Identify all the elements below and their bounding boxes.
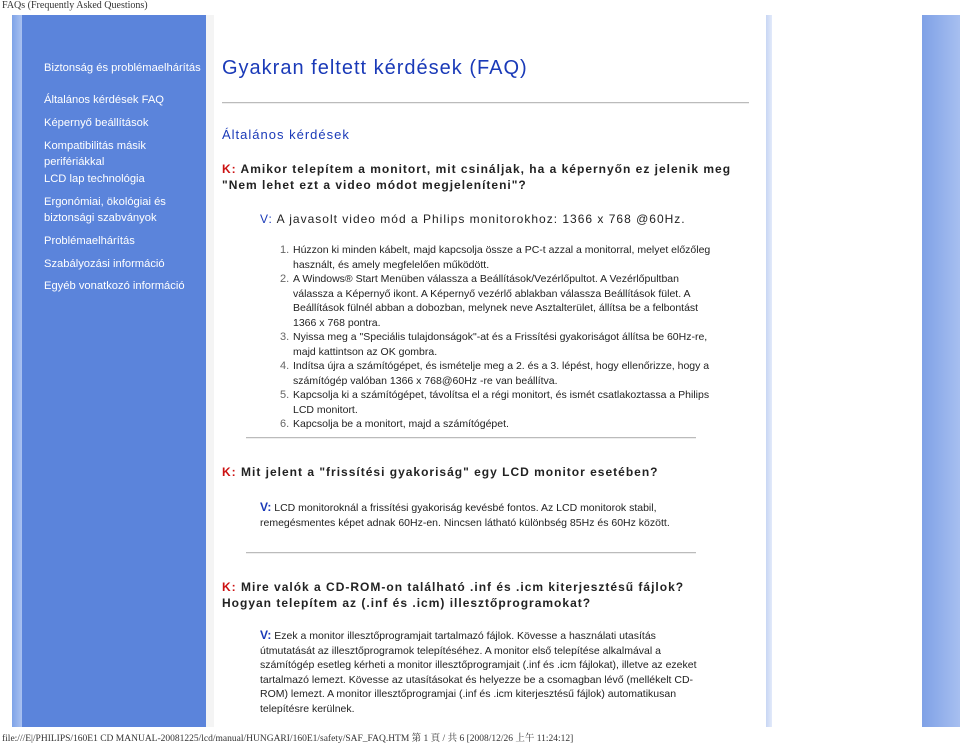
- section-heading: Általános kérdések: [222, 127, 350, 142]
- sidebar-nav: [22, 15, 206, 727]
- step-number: 1.: [280, 244, 290, 256]
- faq2-question: [222, 465, 732, 481]
- faq1-answer: [260, 212, 686, 226]
- question-marker: K:: [222, 162, 237, 176]
- sidebar-gap: [206, 15, 214, 727]
- list-item: [280, 417, 720, 432]
- step-text: Kapcsolja be a monitort, majd a számítógépet.: [293, 418, 509, 430]
- step-text: A Windows® Start Menüben válassza a Beállítások/Vezérlőpultot. A Vezérlőpultban válassza a Képernyő ikont. A Képernyő vezérlő ablakban válassza Beállítások fület. A Beállítások fülnél abban a dobozban, melynek neve Asztalterület, állítsa be a felbontást 1366 x 768 pontra.: [293, 273, 699, 329]
- list-item: [280, 330, 720, 359]
- left-decor-stripe: [12, 15, 22, 727]
- step-text: Indítsa újra a számítógépet, és ismételje meg a 2. és a 3. lépést, hogy ellenőrizze, hogy a számítógép valóban 1366 x 768@60Hz -re van beállítva.: [293, 360, 710, 387]
- faq3-question: [222, 580, 732, 611]
- step-number: 5.: [280, 389, 290, 401]
- faq1-steps-list: [280, 243, 720, 432]
- faq2-answer-text: LCD monitoroknál a frissítési gyakoriság kevésbé fontos. Az LCD monitorok stabil, remegésmentes képet adnak 60Hz-en. Nincsen látható különbség 85Hz és 60Hz között.: [260, 502, 670, 529]
- step-number: 4.: [280, 360, 290, 372]
- step-number: 2.: [280, 273, 290, 285]
- list-item: [280, 359, 720, 388]
- faq1-question: [222, 162, 732, 193]
- page-title: Gyakran feltett kérdések (FAQ): [222, 57, 528, 79]
- faq-divider: [246, 437, 696, 439]
- faq3-question-text: Mire valók a CD-ROM-on található .inf és .icm kiterjesztésű fájlok? Hogyan telepítem az (.inf és .icm) illesztőprogramokat?: [222, 580, 685, 610]
- question-marker: K:: [222, 580, 237, 594]
- sidebar-item-regulatory[interactable]: Szabályozási információ: [44, 258, 165, 270]
- step-text: Nyissa meg a "Speciális tulajdonságok"-at és a Frissítési gyakoriságot állítsa be 60Hz-re, majd kattintson az OK gombra.: [293, 331, 708, 358]
- list-item: [280, 272, 720, 330]
- answer-marker: V:: [260, 628, 272, 642]
- right-edge-panel: [922, 15, 960, 727]
- list-item: [280, 243, 720, 272]
- faq2-answer: [260, 500, 710, 530]
- step-text: Kapcsolja ki a számítógépet, távolítsa el a régi monitort, és ismét csatlakoztassa a Philips LCD monitort.: [293, 389, 710, 416]
- answer-marker: V:: [260, 212, 273, 226]
- faq2-question-text: Mit jelent a "frissítési gyakoriság" egy LCD monitor esetében?: [236, 465, 659, 479]
- sidebar-item-troubleshooting[interactable]: Problémaelhárítás: [44, 235, 135, 247]
- list-item: [280, 388, 720, 417]
- sidebar-item-other-info[interactable]: Egyéb vonatkozó információ: [44, 280, 185, 292]
- sidebar-item-ergonomics[interactable]: Ergonómiai, ökológiai és biztonsági szabványok: [44, 196, 166, 224]
- sidebar-item-safety[interactable]: Biztonság és problémaelhárítás: [44, 62, 201, 74]
- answer-marker: V:: [260, 500, 272, 514]
- sidebar-item-screen-settings[interactable]: Képernyő beállítások: [44, 117, 149, 129]
- step-number: 6.: [280, 418, 290, 430]
- right-decor-stripe: [766, 15, 772, 727]
- window-footer: file:///E|/PHILIPS/160E1 CD MANUAL-20081225/lcd/manual/HUNGARI/160E1/safety/SAF_FAQ.HTM 第 1 頁 / 共 6 [2008/12/26 上午 11:24:12]: [2, 734, 574, 744]
- step-text: Húzzon ki minden kábelt, majd kapcsolja össze a PC-t azzal a monitorral, melyet előzőleg használt, és amely megfelelően működött.: [293, 244, 711, 271]
- sidebar-item-general-faq[interactable]: Általános kérdések FAQ: [44, 94, 165, 106]
- faq3-answer: [260, 628, 710, 716]
- faq3-answer-text: Ezek a monitor illesztőprogramjait tartalmazó fájlok. Kövesse a használati utasítás útmutatását az illesztőprogramok telepítéséhez. A monitor első telepítése alkalmával a számítógép esetleg kérheti a monitor illesztőprogramjait (.inf és .icm fájlokat), illetve az ezeket tartalmazó lemezt. Kövesse az utasításokat és helyezze be a csomagban lévő (mellékelt CD-ROM) lemezt. A monitor illesztőprogramjai (.inf és .icm kiterjesztésű fájlok) automatikusan telepítésre kerülnek.: [260, 630, 697, 715]
- title-divider: [222, 102, 749, 104]
- window-header: FAQs (Frequently Asked Questions): [2, 0, 148, 11]
- question-marker: K:: [222, 465, 237, 479]
- sidebar-item-lcd-technology[interactable]: LCD lap technológia: [44, 173, 145, 185]
- step-number: 3.: [280, 331, 290, 343]
- sidebar-item-compatibility[interactable]: Kompatibilitás másik perifériákkal: [44, 140, 146, 168]
- faq-divider: [246, 552, 696, 554]
- faq1-question-text: Amikor telepítem a monitort, mit csináljak, ha a képernyőn ez jelenik meg "Nem lehet ezt a video módot megjeleníteni"?: [222, 162, 732, 192]
- faq1-answer-text: A javasolt video mód a Philips monitorokhoz: 1366 x 768 @60Hz.: [272, 212, 686, 226]
